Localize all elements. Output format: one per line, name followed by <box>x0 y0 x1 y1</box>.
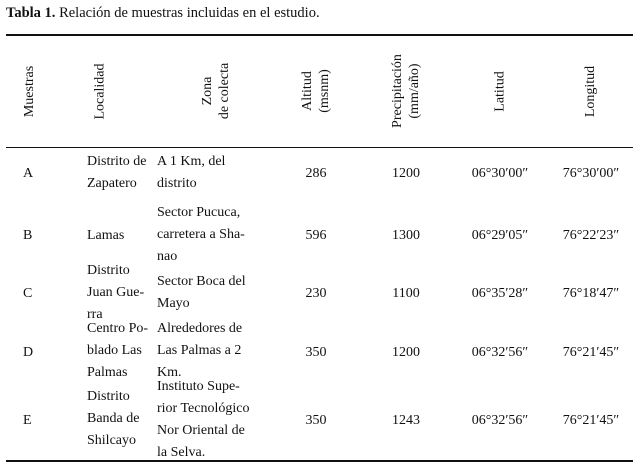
cell-longitud: 76°22′23″ <box>562 228 620 243</box>
header-longitud <box>571 37 611 145</box>
cell-localidad <box>87 318 148 384</box>
cell-localidad-line: Zapatero <box>87 176 137 191</box>
cell-zona-line: Nor Oriental de <box>157 423 245 438</box>
cell-localidad-line: Banda de <box>87 411 140 426</box>
table-caption-text: Relación de muestras incluidas en el estudio. <box>55 5 320 21</box>
cell-precipitacion: 1200 <box>392 166 420 181</box>
cell-zona-line: Sector Pucuca, <box>157 205 241 220</box>
header-zona-line-2: de colecta <box>217 62 233 120</box>
header-altitud-text <box>299 69 333 113</box>
cell-localidad-line: Palmas <box>87 365 128 380</box>
cell-latitud: 06°29′05″ <box>471 228 529 243</box>
cell-localidad-line: Distrito de <box>87 154 147 169</box>
cell-muestra: C <box>23 286 33 301</box>
cell-altitud: 350 <box>305 413 327 428</box>
cell-localidad <box>87 225 124 247</box>
cell-zona-line: A 1 Km, del <box>157 154 226 169</box>
cell-latitud: 06°35′28″ <box>471 286 529 301</box>
table-bottom-rule <box>6 460 633 462</box>
cell-zona-line: la Selva. <box>157 445 206 460</box>
cell-localidad-line: blado Las <box>87 343 142 358</box>
table-caption <box>6 5 320 22</box>
header-precipitacion-line-2: (mm/año) <box>407 63 422 119</box>
header-precipitacion <box>386 37 426 145</box>
cell-localidad-line: rra <box>87 307 103 322</box>
header-muestras-label: Muestras <box>22 65 38 117</box>
cell-zona <box>157 202 245 268</box>
cell-zona-line: carretera a Sha- <box>157 227 245 242</box>
cell-zona-line: Instituto Supe- <box>157 379 240 394</box>
cell-longitud: 76°21′45″ <box>562 413 620 428</box>
cell-altitud: 350 <box>305 345 327 360</box>
cell-latitud: 06°30′00″ <box>471 166 529 181</box>
cell-precipitacion: 1100 <box>392 286 420 301</box>
table-header-rule <box>6 147 633 148</box>
cell-zona-line: Sector Boca del <box>157 274 246 289</box>
cell-localidad-line: Distrito <box>87 263 130 278</box>
cell-localidad <box>87 260 144 326</box>
cell-zona-line: distrito <box>157 176 197 191</box>
cell-precipitacion: 1300 <box>392 228 420 243</box>
header-zona-line-1: Zona <box>200 76 216 106</box>
header-localidad <box>80 37 120 145</box>
cell-localidad-line: Juan Gue- <box>87 285 145 300</box>
cell-zona <box>157 318 242 384</box>
header-longitud-label: Longitud <box>583 65 599 117</box>
cell-latitud: 06°32′56″ <box>471 345 529 360</box>
cell-zona <box>157 376 249 464</box>
cell-muestra: B <box>23 228 33 243</box>
cell-localidad-line: Shilcayo <box>87 433 136 448</box>
header-altitud <box>296 37 336 145</box>
cell-localidad <box>87 151 147 195</box>
cell-altitud: 230 <box>305 286 327 301</box>
header-altitud-line-1: Altitud <box>300 71 315 111</box>
cell-zona-line: Km. <box>157 365 182 380</box>
cell-zona-line: Las Palmas a 2 <box>157 343 242 358</box>
cell-latitud: 06°32′56″ <box>471 413 529 428</box>
cell-longitud: 76°30′00″ <box>562 166 620 181</box>
cell-localidad-line: Centro Po- <box>87 321 149 336</box>
cell-muestra: E <box>23 413 32 428</box>
header-altitud-line-2: (msnm) <box>317 69 332 113</box>
header-precipitacion-text <box>389 54 423 128</box>
cell-localidad <box>87 386 139 452</box>
header-localidad-label: Localidad <box>92 63 108 119</box>
cell-localidad-line: Lamas <box>87 228 125 243</box>
cell-muestra: D <box>23 345 34 360</box>
header-zona <box>196 37 236 145</box>
cell-zona-line: rior Tecnológico <box>157 401 250 416</box>
cell-precipitacion: 1243 <box>392 413 420 428</box>
table-caption-label: Tabla 1. <box>6 5 56 21</box>
cell-altitud: 286 <box>305 166 327 181</box>
header-zona-text <box>199 63 233 119</box>
cell-zona-line: nao <box>157 249 178 264</box>
cell-zona <box>157 151 225 195</box>
cell-precipitacion: 1200 <box>392 345 420 360</box>
cell-localidad-line: Distrito <box>87 389 130 404</box>
cell-zona <box>157 271 246 315</box>
cell-longitud: 76°18′47″ <box>562 286 620 301</box>
header-latitud-label: Latitud <box>492 70 508 112</box>
table-top-rule <box>6 34 633 36</box>
cell-longitud: 76°21′45″ <box>562 345 620 360</box>
header-latitud <box>480 37 520 145</box>
header-precipitacion-line-1: Precipitación <box>390 54 405 128</box>
cell-muestra: A <box>23 166 34 181</box>
cell-altitud: 596 <box>305 228 327 243</box>
cell-zona-line: Mayo <box>157 296 190 311</box>
cell-zona-line: Alrededores de <box>157 321 243 336</box>
header-muestras <box>10 37 50 145</box>
